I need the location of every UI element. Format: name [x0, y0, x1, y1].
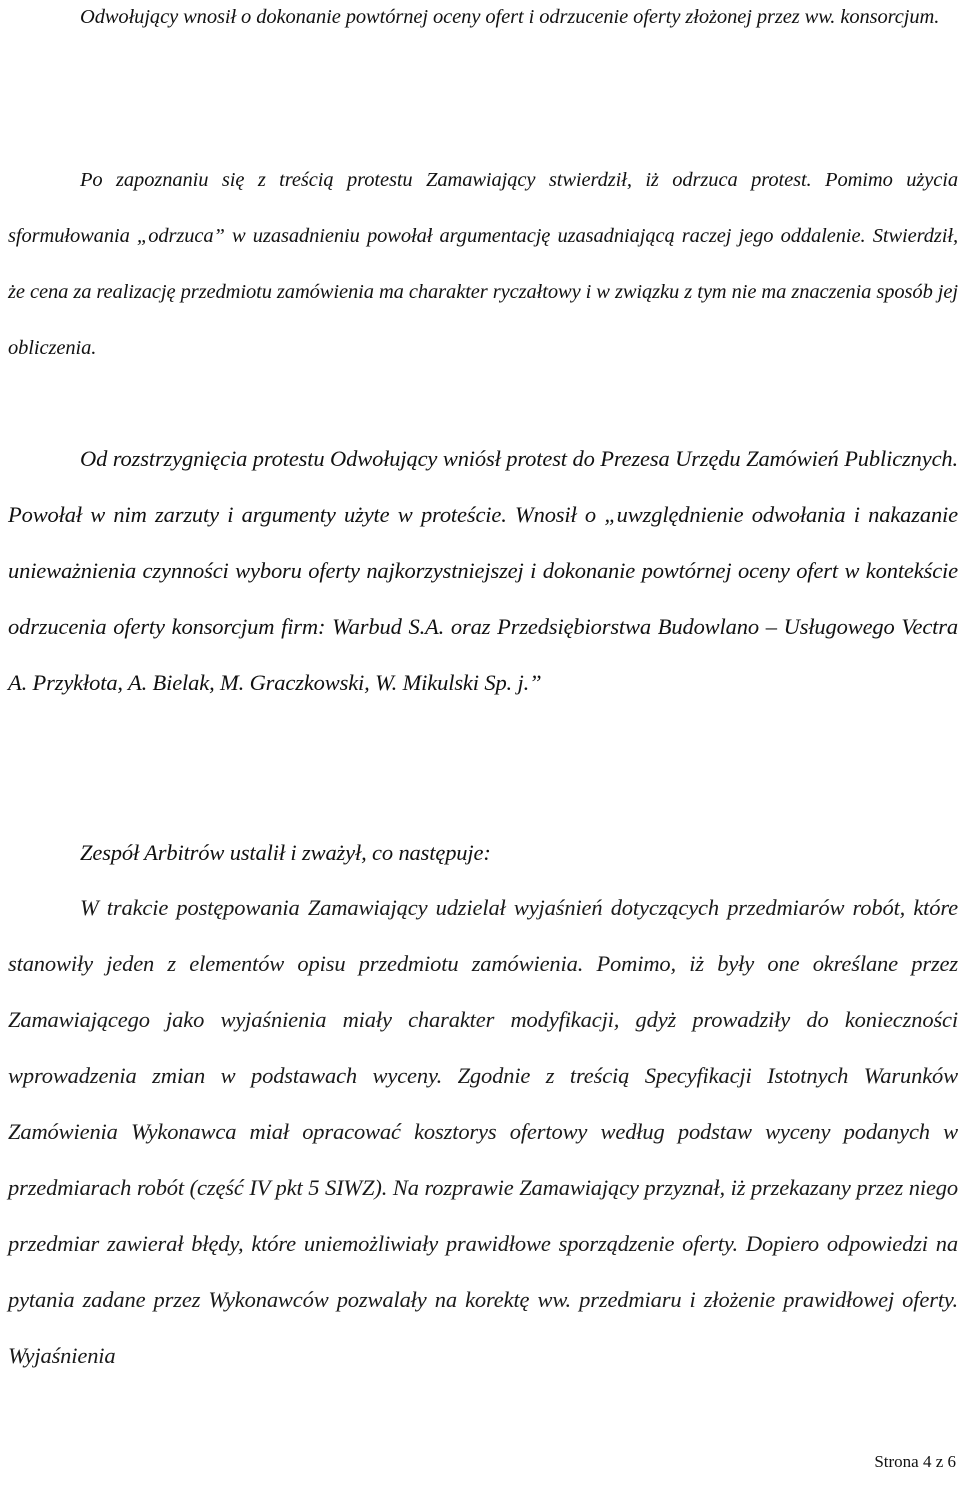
paragraph-4: W trakcie postępowania Zamawiający udzielał wyjaśnień dotyczących przedmiarów robót, które stanowiły jeden z elementów opisu przedmiotu zamówienia. Pomimo, iż były one określane przez Zamawiającego jako wyjaśnienia miały charakter modyfikacji, gdyż prowadziły do konieczności wprowadzenia zmian w podstawach wyceny. Zgodnie z treścią Specyfikacji Istotnych Warunków Zamówienia Wykonawca miał opracować kosztorys ofertowy według podstaw wyceny podanych w przedmiarach robót (część IV pkt 5 SIWZ). Na rozprawie Zamawiający przyznał, iż przekazany przez niego przedmiar zawierał błędy, które uniemożliwiały prawidłowe sporządzenie oferty. Dopiero odpowiedzi na pytania zadane przez Wykonawców pozwalały na korektę ww. przedmiaru i złożenie prawidłowej oferty. Wyjaśnienia [8, 895, 958, 1368]
paragraph-1: Odwołujący wnosił o dokonanie powtórnej oceny ofert i odrzucenie oferty złożonej przez ww. konsorcjum. [80, 6, 940, 28]
section-heading: Zespół Arbitrów ustalił i zważył, co następuje: [80, 840, 491, 865]
document-page [8, 0, 958, 1487]
page-number: Strona 4 z 6 [874, 1452, 956, 1471]
paragraph-2: Po zapoznaniu się z treścią protestu Zamawiający stwierdził, iż odrzuca protest. Pomimo użycia sformułowania „odrzuca” w uzasadnieniu powołał argumentację uzasadniającą raczej jego oddalenie. Stwierdził, że cena za realizację przedmiotu zamówienia ma charakter ryczałtowy i w związku z tym nie ma znaczenia sposób jej obliczenia. [8, 169, 958, 359]
paragraph-3: Od rozstrzygnięcia protestu Odwołujący wniósł protest do Prezesa Urzędu Zamówień Publicznych. Powołał w nim zarzuty i argumenty użyte w proteście. Wnosił o „uwzględnienie odwołania i nakazanie unieważnienia czynności wyboru oferty najkorzystniejszej i dokonanie powtórnej oceny ofert w kontekście odrzucenia oferty konsorcjum firm: Warbud S.A. oraz Przedsiębiorstwa Budowlano – Usługowego Vectra A. Przykłota, A. Bielak, M. Graczkowski, W. Mikulski Sp. j.” [8, 446, 958, 695]
